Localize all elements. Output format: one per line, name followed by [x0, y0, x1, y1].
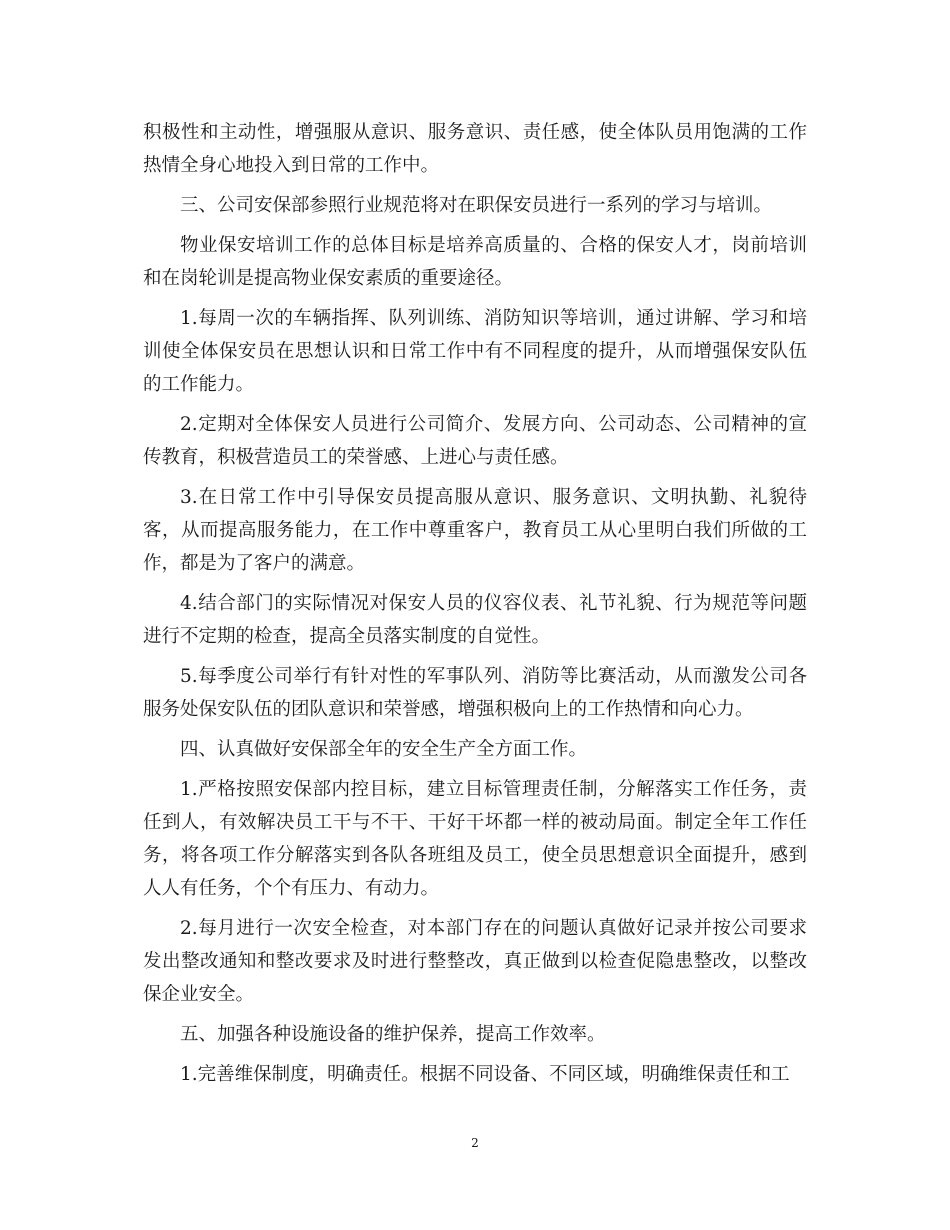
- list-item: 1.严格按照安保部内控目标，建立目标管理责任制，分解落实工作任务，责任到人，有效解决员工干与不干、干好干坏都一样的被动局面。制定全年工作任务，将各项工作分解落实到各队各班组及员工，使全员思想意识全面提升，感到人人有任务，个个有压力、有动力。: [143, 779, 807, 899]
- section-heading: 三、公司安保部参照行业规范将对在职保安员进行一系列的学习与培训。: [180, 195, 773, 216]
- section-heading: 五、加强各种设施设备的维护保养，提高工作效率。: [180, 1024, 606, 1045]
- page-number: 2: [471, 1136, 479, 1150]
- paragraph: 物业保安培训工作的总体目标是培养高质量的、合格的保安人才，岗前培训和在岗轮训是提高物业保安素质的重要途径。: [143, 235, 807, 289]
- document-body: [143, 116, 807, 1098]
- list-item: 2.定期对全体保安人员进行公司简介、发展方向、公司动态、公司精神的宣传教育，积极营造员工的荣誉感、上进心与责任感。: [143, 414, 807, 468]
- list-item: 2.每月进行一次安全检查，对本部门存在的问题认真做好记录并按公司要求发出整改通知和整改要求及时进行整整改，真正做到以检查促隐患整改，以整改保企业安全。: [143, 918, 807, 1005]
- list-item: 5.每季度公司举行有针对性的军事队列、消防等比赛活动，从而激发公司各服务处保安队伍的团队意识和荣誉感，增强积极向上的工作热情和向心力。: [143, 666, 807, 720]
- list-item: 4.结合部门的实际情况对保安人员的仪容仪表、礼节礼貌、行为规范等问题进行不定期的检查，提高全员落实制度的自觉性。: [143, 593, 807, 647]
- list-item: 1.完善维保制度，明确责任。根据不同设备、不同区域，明确维保责任和工: [180, 1064, 790, 1085]
- section-heading: 四、认真做好安保部全年的安全生产全方面工作。: [180, 739, 588, 760]
- paragraph: 积极性和主动性，增强服从意识、服务意识、责任感，使全体队员用饱满的工作热情全身心地投入到日常的工作中。: [143, 122, 807, 176]
- list-item: 1.每周一次的车辆指挥、队列训练、消防知识等培训，通过讲解、学习和培训使全体保安员在思想认识和日常工作中有不同程度的提升，从而增强保安队伍的工作能力。: [143, 308, 807, 395]
- list-item: 3.在日常工作中引导保安员提高服从意识、服务意识、文明执勤、礼貌待客，从而提高服务能力，在工作中尊重客户，教育员工从心里明白我们所做的工作，都是为了客户的满意。: [143, 487, 807, 574]
